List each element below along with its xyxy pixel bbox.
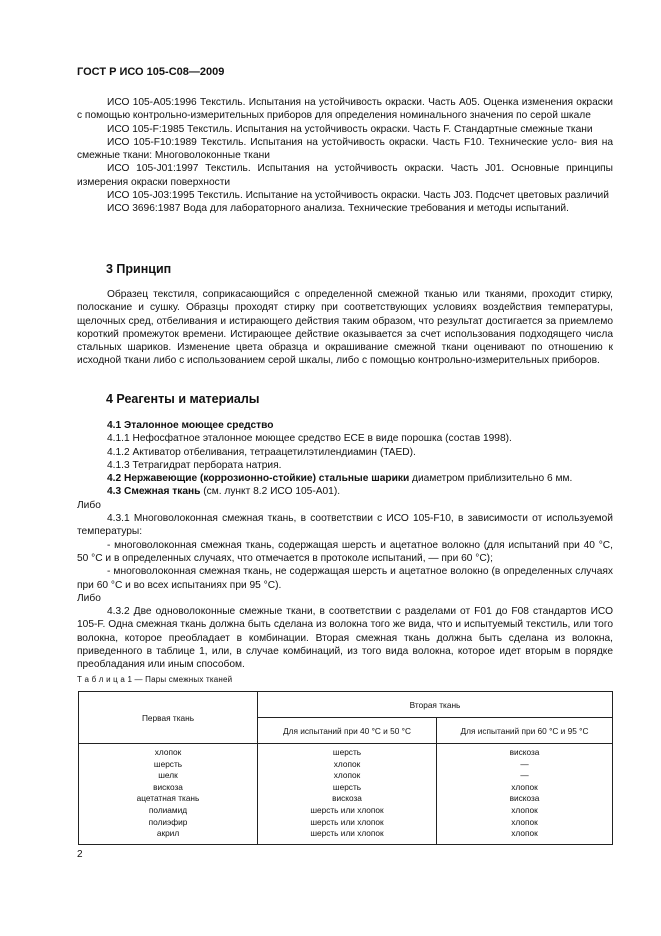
table-cell: акрил: [156, 828, 180, 839]
subsection-4-2: 4.2 Нержавеющие (коррозионно-стойкие) стальные шарики диаметром приблизительно 6 мм.: [107, 473, 573, 485]
table-cell: шерсть или хлопок: [310, 804, 384, 815]
table-cell: шерсть или хлопок: [310, 816, 384, 827]
section-4-body: [77, 419, 613, 672]
table-cell: вискоза: [153, 781, 183, 792]
table-column-first-fabric: [79, 744, 258, 845]
table-cell: хлопок: [511, 804, 538, 815]
table-header-40-50: Для испытаний при 40 °С и 50 °С: [258, 718, 437, 744]
table-header-60-95: Для испытаний при 60 °С и 95 °С: [437, 718, 613, 744]
table-cell: хлопок: [511, 781, 538, 792]
table-cell: хлопок: [511, 816, 538, 827]
subsection-4-3-2: 4.3.2 Две одноволоконные смежные ткани, в соответствии с разделами от F01 до F08 стандартов ИСО 105-F. Одна смежная ткань должна быть сделана из волокна того же вида, что и испытуемый текстиль, или того волокна, которое преобладает в комбинации. Вторая смежная ткань должна быть сделана из волокна, приведенного в таблице 1, или, в случае комбинаций, из того вида волокна, которое идет вторым в порядке преобладания или иным способом.: [77, 606, 613, 671]
table-cell: хлопок: [511, 828, 538, 839]
list-item-multifiber-no-wool: - многоволоконная смежная ткань, не содержащая шерсть и ацетатное волокно (в определенных случаях при 60 °С и во всех испытаниях при 95 °С).: [77, 566, 613, 591]
table-cell: полиамид: [148, 804, 188, 815]
table-cell: —: [520, 770, 529, 781]
list-item-multifiber-wool: - многоволоконная смежная ткань, содержащая шерсть и ацетатное волокно (для испытаний при 40 °С, 50 °С и в определенных случаях, что отмечается в протоколе испытаний, — при 60 °С);: [77, 539, 613, 564]
table-column-40-50: [258, 744, 437, 845]
references-list: [77, 96, 613, 216]
table-header-second-fabric: Вторая ткань: [258, 692, 613, 718]
reference-3: ИСО 105-F10:1989 Текстиль. Испытания на устойчивость окраски. Часть F10. Технические усло- вия на смежные ткани: Многоволоконные ткани: [77, 136, 613, 162]
reference-5: ИСО 105-J03:1995 Текстиль. Испытание на устойчивость окраски. Часть J03. Подсчет цветовых различий: [107, 190, 609, 202]
table-header-first-fabric: Первая ткань: [79, 692, 258, 744]
or-label-2: Либо: [77, 592, 101, 604]
section-4-heading: 4 Реагенты и материалы: [106, 392, 260, 406]
table-cell: шерсть: [332, 781, 362, 792]
subsection-4-3-1: 4.3.1 Многоволоконная смежная ткань, в соответствии с ИСО 105-F10, в зависимости от используемой температуры:: [77, 513, 613, 538]
table-cell: хлопок: [154, 747, 182, 757]
table-cell: шерсть: [153, 758, 183, 769]
table-column-60-95: [437, 744, 613, 845]
table-cell: хлопок: [333, 770, 361, 781]
page-number: 2: [77, 849, 83, 860]
table-cell: вискоза: [332, 793, 362, 804]
reference-1: ИСО 105-А05:1996 Текстиль. Испытания на устойчивость окраски. Часть А05. Оценка изменения окраски с помощью контрольно-измерительных приборов для определения номинального значения по серой шкале: [77, 97, 613, 122]
table-cell: шерсть: [332, 747, 362, 757]
reference-4: ИСО 105-J01:1997 Текстиль. Испытания на устойчивость окраски. Часть J01. Основные принципы измерения окраски поверхности: [77, 163, 613, 188]
table-cell: вискоза: [509, 747, 540, 757]
subsection-4-1: 4.1 Эталонное моющее средство: [107, 420, 274, 431]
reference-6: ИСО 3696:1987 Вода для лабораторного анализа. Технические требования и методы испытаний.: [107, 203, 569, 215]
or-label-1: Либо: [77, 499, 101, 511]
section-3-heading: 3 Принцип: [106, 262, 172, 276]
table-cell: ацетатная ткань: [136, 793, 200, 804]
table-cell: полиэфир: [148, 816, 188, 827]
table-caption: Т а б л и ц а 1 — Пары смежных тканей: [77, 675, 233, 684]
subsection-4-1-2: 4.1.2 Активатор отбеливания, тетраацетилэтилендиамин (TAED).: [107, 446, 416, 458]
table-cell: вискоза: [509, 793, 540, 804]
table-cell: шерсть или хлопок: [310, 828, 384, 839]
document-header: ГОСТ Р ИСО 105-С08—2009: [77, 66, 225, 78]
table-cell: хлопок: [333, 758, 361, 769]
subsection-4-1-3: 4.1.3 Тетрагидрат перборатa натрия.: [107, 459, 282, 471]
table-cell: шелк: [158, 770, 178, 781]
adjacent-fabrics-table: [78, 691, 613, 845]
reference-2: ИСО 105-F:1985 Текстиль. Испытания на устойчивость окраски. Часть F. Стандартные смежные ткани: [107, 123, 593, 135]
subsection-4-1-1: 4.1.1 Нефосфатное эталонное моющее средство ЕСЕ в виде порошка (состав 1998).: [107, 433, 512, 445]
subsection-4-3: 4.3 Смежная ткань (см. лункт 8.2 ИСО 105-А01).: [107, 486, 341, 498]
section-3-text: Образец текстиля, соприкасающийся с определенной смежной тканью или тканями, проходит стирку, полоскание и сушку. Образцы проходят стирку при соответствующих условиях воздействия температуры, щелочных сред, отбеливания и истирающего действия таким образом, что результат достигается за приемлемо короткий промежуток времени. Истирающее действие оказывается за счет использования подходящего числа стальных шариков. Изменение цвета образца и окрашивание смежной ткани оценивают по отношению к исходной ткани либо с использованием серой шкалы, либо с помощью контрольно-измерительных приборов.: [77, 289, 613, 367]
table-cell: —: [520, 758, 529, 769]
